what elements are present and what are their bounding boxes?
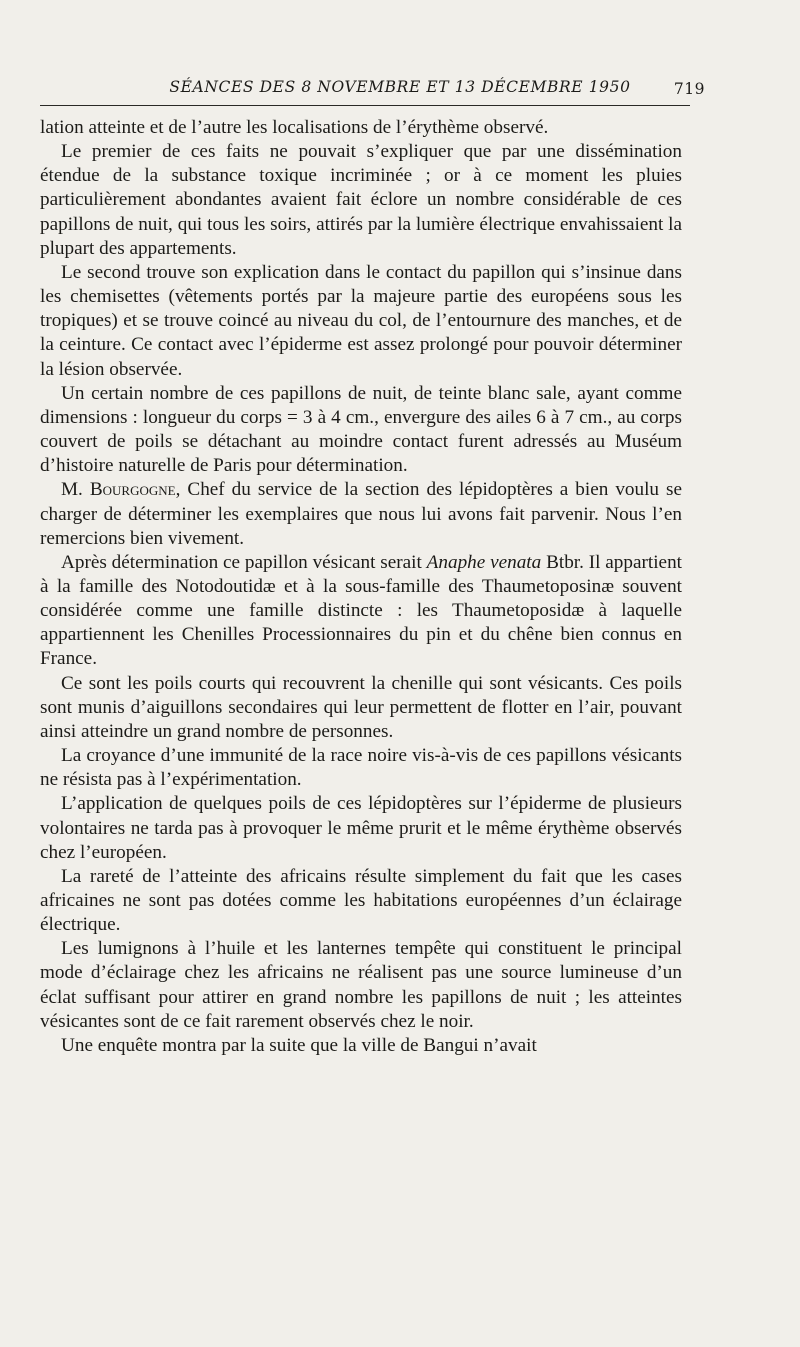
paragraph-rest: Btbr. Il appartient à la famille des Notodoutidæ et à la sous-famille des Thaumetoposinæ souvent considérée comme une famille distincte : les Thaumetoposidæ à laquelle appartiennent les Chenilles Processionnaires du pin et du chêne bien connus en France.	[40, 551, 682, 670]
paragraph: Les lumignons à l’huile et les lanternes tempête qui constituent le principal mode d’éclairage chez les africains ne réalisent pas une source lumineuse d’un éclat suffisant pour attirer en grand nombre les papillons de nuit ; les atteintes vésicantes sont de ce fait rarement observés chez le noir.	[40, 938, 682, 1032]
paragraph: Le second trouve son explication dans le contact du papillon qui s’insinue dans les chemisettes (vêtements portés par la majeure partie des européens sous les tropiques) et se trouve coincé au niveau du col, de l’entournure des manches, et de la ceinture. Ce contact avec l’épiderme est assez prolongé pour pouvoir déterminer la lésion observée.	[40, 261, 682, 380]
species-name: Anaphe venata	[426, 551, 542, 573]
header-rule	[40, 105, 690, 106]
paragraph	[40, 551, 682, 672]
paragraph: La croyance d’une immunité de la race noire vis-à-vis de ces papillons vésicants ne résista pas à l’expérimentation.	[40, 745, 682, 791]
paragraph: Le premier de ces faits ne pouvait s’expliquer que par une dissémination étendue de la substance toxique incriminée ; or à ce moment les pluies particulièrement abondantes avaient fait éclore un nombre considérable de ces papillons de nuit, qui tous les soirs, attirés par la lumière électrique envahissaient la plupart des appartements.	[40, 141, 682, 259]
paragraph: L’application de quelques poils de ces lépidoptères sur l’épiderme de plusieurs volontaires ne tarda pas à provoquer le même prurit et le même érythème observés chez l’européen.	[40, 793, 682, 863]
paragraph	[40, 478, 682, 550]
page-number: 719	[673, 80, 705, 98]
paragraph-lead: M.	[61, 479, 90, 501]
paragraph: lation atteinte et de l’autre les localisations de l’érythème observé.	[40, 117, 549, 138]
body-text	[40, 116, 682, 1058]
paragraph: La rareté de l’atteinte des africains résulte simplement du fait que les cases africaines ne sont pas dotées comme les habitations européennes d’un éclairage électrique.	[40, 865, 682, 936]
paragraph-rest: , Chef du service de la section des lépidoptères a bien voulu se charger de déterminer les exemplaires que nous lui avons fait parvenir. Nous l’en remercions bien vivement.	[40, 479, 683, 549]
paragraph: Un certain nombre de ces papillons de nuit, de teinte blanc sale, ayant comme dimensions : longueur du corps = 3 à 4 cm., envergure des ailes 6 à 7 cm., au corps couvert de poils se détachant au moindre contact furent adressés au Muséum d’histoire naturelle de Paris pour détermination.	[40, 382, 682, 477]
paragraph: Une enquête montra par la suite que la ville de Bangui n’avait	[61, 1034, 537, 1056]
author-name: Bourgogne	[89, 479, 176, 501]
running-head	[0, 78, 800, 100]
paragraph: Ce sont les poils courts qui recouvrent la chenille qui sont vésicants. Ces poils sont munis d’aiguillons secondaires qui leur permettent de flotter en l’air, pouvant ainsi atteindre un grand nombre de personnes.	[40, 672, 682, 742]
running-head-title: SÉANCES DES 8 NOVEMBRE ET 13 DÉCEMBRE 1950	[169, 78, 631, 96]
paragraph-lead: Après détermination ce papillon vésicant serait	[61, 551, 427, 573]
